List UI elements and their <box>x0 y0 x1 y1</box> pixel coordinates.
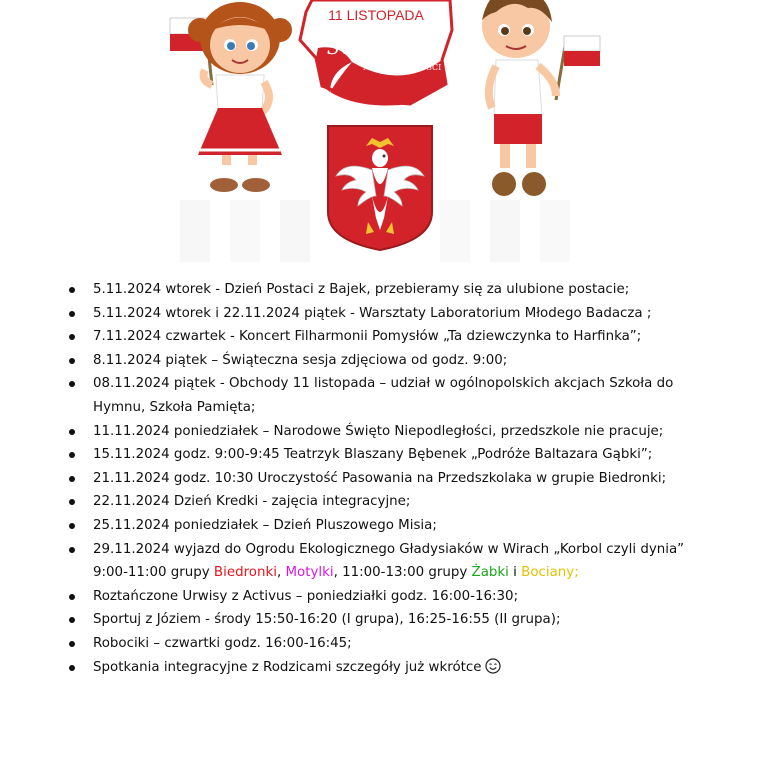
holiday-title: ŚWIĘTO <box>326 37 410 59</box>
bullet-icon <box>69 594 75 600</box>
group-name-motylki: Motylki <box>285 565 334 581</box>
event-text: 11.11.2024 poniedziałek – Narodowe Święto Niepodległości, przedszkole nie pracuje; <box>93 423 664 439</box>
event-text: 8.11.2024 piątek – Świąteczna sesja zdjęciowa od godz. 9:00; <box>93 352 508 368</box>
group-name-zabki: Żabki <box>471 565 509 581</box>
event-text: 08.11.2024 piątek - Obchody 11 listopada – udział w ogólnopolskich akcjach Szkoła do <box>93 376 674 392</box>
bullet-icon <box>69 429 75 435</box>
holiday-subtitle: NIEPODLEGŁOŚCI <box>362 63 442 72</box>
event-text: Robociki – czwartki godz. 16:00-16:45; <box>93 635 352 651</box>
bullet-icon <box>69 523 75 529</box>
list-item <box>66 467 756 491</box>
bullet-icon <box>69 381 75 387</box>
bullet-icon <box>69 311 75 317</box>
event-text-continued: 9:00-11:00 grupy <box>93 565 214 581</box>
bullet-icon <box>69 641 75 647</box>
bullet-icon <box>69 499 75 505</box>
list-item <box>66 278 756 302</box>
bullet-icon <box>69 665 75 671</box>
list-item <box>66 372 756 419</box>
event-text: Sportuj z Józiem - środy 15:50-16:20 (I grupa), 16:25-16:55 (II grupa); <box>93 612 561 628</box>
list-item <box>66 608 756 632</box>
event-text: 5.11.2024 wtorek - Dzień Postaci z Bajek, przebieramy się za ulubione postacie; <box>93 282 630 297</box>
list-item <box>66 538 756 585</box>
list-item <box>66 420 756 444</box>
smiling-face-icon <box>485 658 501 674</box>
holiday-date-label: 11 LISTOPADA <box>328 7 424 23</box>
polish-coat-of-arms-emblem <box>328 126 432 250</box>
girl-with-flag-illustration <box>170 2 292 192</box>
event-text: Spotkania integracyjne z Rodzicami szczegóły już wkrótce <box>93 659 482 675</box>
event-text: 25.11.2024 poniedziałek – Dzień Pluszowego Misia; <box>93 517 437 533</box>
list-item <box>66 514 756 538</box>
header-illustration <box>0 0 768 262</box>
list-item <box>66 325 756 349</box>
event-text: 7.11.2024 czwartek - Koncert Filharmonii Pomysłów „Ta dziewczynka to Harfinka”; <box>93 329 642 345</box>
bullet-icon <box>69 547 75 553</box>
event-text: 21.11.2024 godz. 10:30 Uroczystość Pasowania na Przedszkolaka w grupie Biedronki; <box>93 470 667 486</box>
event-text: Roztańczone Urwisy z Activus – poniedziałki godz. 16:00-16:30; <box>93 588 519 604</box>
group-name-bociany: Bociany; <box>521 565 579 581</box>
list-item <box>66 443 756 467</box>
bullet-icon <box>69 476 75 482</box>
bullet-icon <box>69 287 75 293</box>
event-text: 22.11.2024 Dzień Kredki - zajęcia integracyjne; <box>93 494 411 510</box>
bullet-icon <box>69 617 75 623</box>
bullet-icon <box>69 334 75 340</box>
separator: , <box>276 565 286 581</box>
event-text: 5.11.2024 wtorek i 22.11.2024 piątek - Warsztaty Laboratorium Młodego Badacza ; <box>93 305 652 321</box>
events-schedule-list <box>66 278 756 679</box>
list-item <box>66 585 756 609</box>
poland-map-badge <box>300 0 452 106</box>
event-text: 15.11.2024 godz. 9:00-9:45 Teatrzyk Blaszany Bębenek „Podróże Baltazara Gąbki”; <box>93 447 653 463</box>
list-item <box>66 349 756 373</box>
boy-with-flag-illustration <box>482 0 600 196</box>
separator: i <box>508 565 522 581</box>
group-name-biedronki: Biedronki <box>213 565 277 581</box>
list-item <box>66 656 756 680</box>
event-text-continued: , 11:00-13:00 grupy <box>333 565 472 581</box>
list-item <box>66 632 756 656</box>
event-text: 29.11.2024 wyjazd do Ogrodu Ekologicznego Gładysiaków w Wirach „Korbol czyli dynia” <box>93 541 685 557</box>
bullet-icon <box>69 358 75 364</box>
bullet-icon <box>69 452 75 458</box>
list-item <box>66 490 756 514</box>
event-text-continued: Hymnu, Szkoła Pamięta; <box>93 399 256 415</box>
list-item <box>66 302 756 326</box>
